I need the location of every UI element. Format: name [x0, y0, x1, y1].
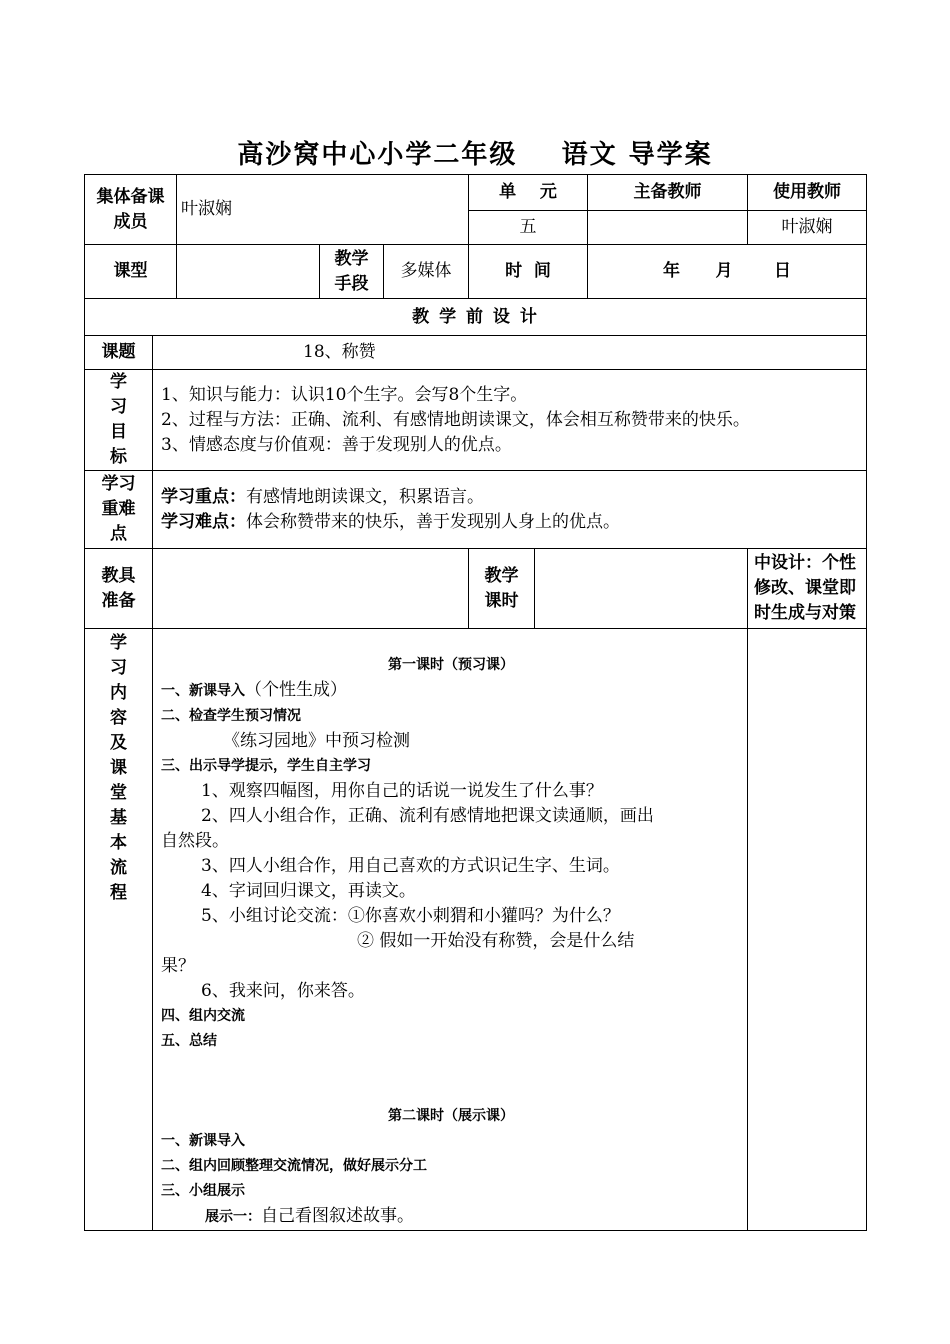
lesson2-step1: 一、新课导入 [161, 1133, 245, 1149]
goal-item: 1、知识与能力：认识10个生字。会写8个生字。 [161, 384, 528, 405]
design-header: 教 学 前 设 计 [85, 299, 867, 336]
topic-label: 课题 [85, 336, 153, 370]
tools-value [153, 549, 469, 629]
means-label: 教学手段 [320, 245, 384, 299]
side-note-header: 中设计：个性修改、课堂即时生成与对策 [748, 549, 867, 629]
hours-label: 教学 课时 [469, 549, 535, 629]
goals-label: 学 习 目 标 [85, 370, 153, 471]
show1-label: 展示一： [205, 1209, 261, 1225]
list-item: 3、四人小组合作，用自己喜欢的方式识记生字、生词。 [201, 856, 620, 876]
list-item: 5、小组讨论交流：①你喜欢小刺猬和小獾吗？为什么？ [201, 906, 620, 926]
key-points-label: 学习 重难 点 [85, 471, 153, 549]
list-item: ② 假如一开始没有称赞，会是什么结 [357, 931, 635, 951]
topic-value: 18、称赞 [153, 336, 867, 370]
time-value: 年 月 日 [588, 245, 867, 299]
process-content [153, 629, 748, 1231]
lesson1-step4: 四、组内交流 [161, 1008, 245, 1024]
lesson1-step2: 二、检查学生预习情况 [161, 708, 301, 724]
key-focus-text: 有感情地朗读课文，积累语言。 [246, 486, 484, 507]
key-points-content [153, 471, 867, 549]
lesson1-title: 第一课时（预习课） [388, 657, 514, 673]
key-focus-label: 学习重点： [161, 486, 246, 507]
tools-label: 教具 准备 [85, 549, 153, 629]
means-value: 多媒体 [384, 245, 469, 299]
process-label: 学 习 内 容 及 课 堂 基 本 流 程 [85, 629, 153, 1231]
lesson1-step5: 五、总结 [161, 1033, 217, 1049]
group-members-value: 叶淑娴 [177, 175, 469, 245]
unit-value: 五 [469, 211, 588, 245]
lesson1-step3: 三、出示导学提示，学生自主学习 [161, 758, 371, 774]
lesson2-step3: 三、小组展示 [161, 1183, 245, 1199]
key-difficulty-text: 体会称赞带来的快乐，善于发现别人身上的优点。 [246, 511, 620, 532]
unit-label: 单 元 [469, 175, 588, 211]
list-item: 自然段。 [161, 831, 229, 851]
goal-item: 3、情感态度与价值观：善于发现别人的优点。 [161, 434, 512, 455]
user-teacher-label: 使用教师 [748, 175, 867, 211]
lesson-plan-table [84, 174, 867, 1231]
lesson1-step2-item: 《练习园地》中预习检测 [223, 731, 410, 751]
list-item: 6、我来问，你来答。 [201, 981, 365, 1001]
lead-teacher-label: 主备教师 [588, 175, 748, 211]
lesson1-step1-note: （个性生成） [245, 680, 347, 700]
list-item: 4、字词回归课文，再读文。 [201, 881, 416, 901]
lesson2-title: 第二课时（展示课） [388, 1108, 514, 1124]
lesson-type-label: 课型 [85, 245, 177, 299]
lesson-type-value [177, 245, 320, 299]
goal-item: 2、过程与方法：正确、流利、有感情地朗读课文，体会相互称赞带来的快乐。 [161, 409, 750, 430]
side-note-body [748, 629, 867, 1231]
page-title: 高沙窝中心小学二年级 语文 导学案 [237, 140, 713, 170]
goals-content [153, 370, 867, 471]
user-teacher-value: 叶淑娴 [748, 211, 867, 245]
show1-text: 自己看图叙述故事。 [261, 1206, 414, 1226]
list-item: 1、观察四幅图，用你自己的话说一说发生了什么事？ [201, 781, 603, 801]
group-members-label: 集体备课成员 [85, 175, 177, 245]
lead-teacher-value [588, 211, 748, 245]
list-item: 果？ [161, 956, 195, 976]
time-label: 时 间 [469, 245, 588, 299]
hours-value [535, 549, 748, 629]
key-difficulty-label: 学习难点： [161, 511, 246, 532]
list-item: 2、四人小组合作，正确、流利有感情地把课文读通顺，画出 [201, 806, 654, 826]
lesson1-step1: 一、新课导入 [161, 683, 245, 699]
lesson2-step2: 二、组内回顾整理交流情况，做好展示分工 [161, 1158, 427, 1174]
